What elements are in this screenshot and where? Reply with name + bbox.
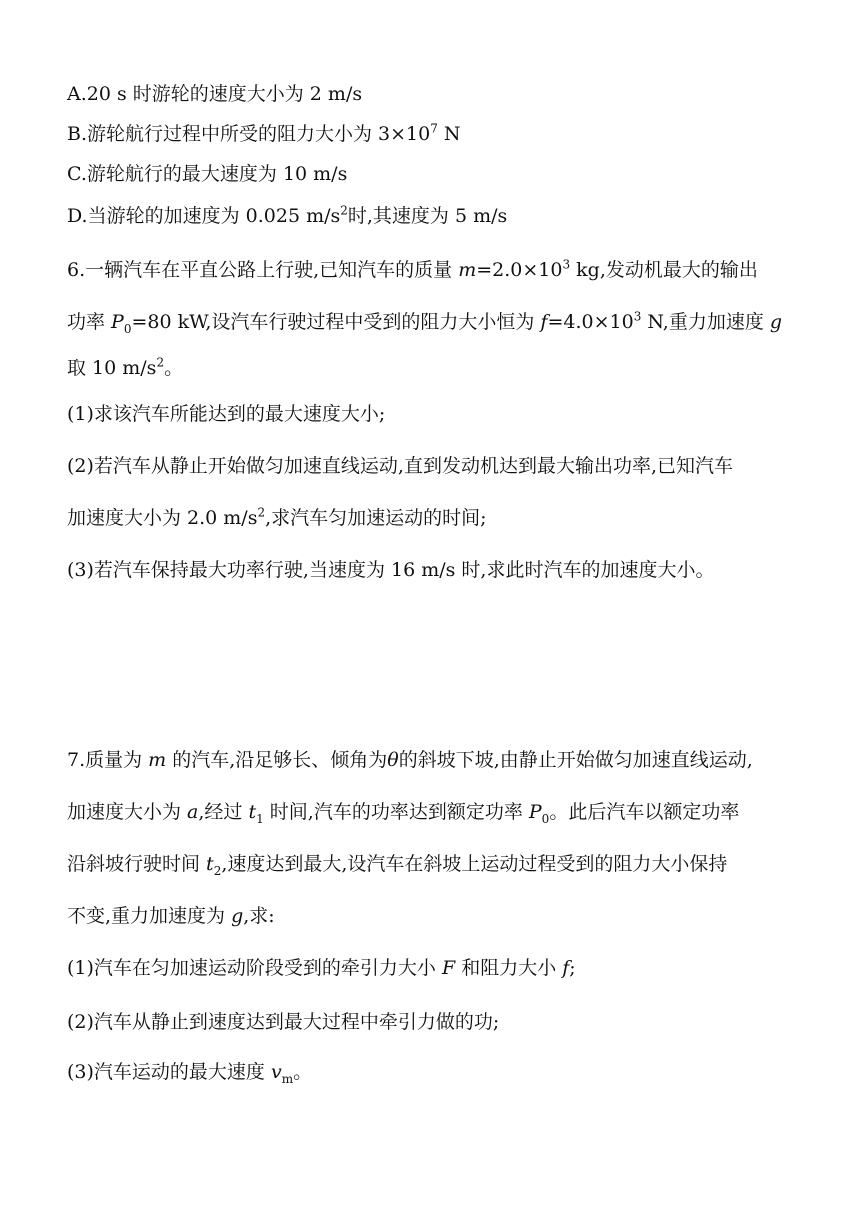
question-7-part-2: (2)汽车从静止到速度达到最大过程中牵引力做的功; [67,1011,500,1033]
question-7-part-3: (3)汽车运动的最大速度 $v_m$。 [67,1061,313,1086]
question-7-stem-line-1: 7.质量为 m 的汽车,沿足够长、倾角为θ的斜坡下坡,由静止开始做匀加速直线运动, [67,749,753,771]
question-6-part-1: (1)求该汽车所能达到的最大速度大小; [67,403,386,425]
question-6-stem-line-3: 取 10 $m/s^2$。 [67,355,184,379]
question-6-part-2-line-2: 加速度大小为 2.0 $m/s^2$,求汽车匀加速运动的时间; [67,505,487,529]
option-a: A.20 s 时游轮的速度大小为 2 m/s [67,83,363,105]
option-b: B.游轮航行过程中所受的阻力大小为 $3\times 10^7$ N [67,121,461,145]
question-6-part-3: (3)若汽车保持最大功率行驶,当速度为 16 m/s 时,求此时汽车的加速度大小。 [67,559,715,581]
question-7-stem-line-2: 加速度大小为 a,经过 $t_1$ 时间,汽车的功率达到额定功率 $P_0$。此后汽车以额定功率 [67,801,740,826]
question-7-stem-line-3: 沿斜坡行驶时间 $t_2$,速度达到最大,设汽车在斜坡上运动过程受到的阻力大小保持 [67,853,728,878]
question-7-stem-line-4: 不变,重力加速度为 g,求: [67,905,275,927]
question-7-part-1: (1)汽车在匀加速运动阶段受到的牵引力大小 F 和阻力大小 f; [67,957,576,979]
question-6-stem-line-2: 功率 $P_0=80$ kW,设汽车行驶过程中受到的阻力大小恒为 $f=4.0\times 10^3$ N,重力加速度 g [67,309,783,336]
option-d: D.当游轮的加速度为 0.025 $m/s^2$时,其速度为 5 m/s [67,203,508,227]
question-6-stem-line-1: 6.一辆汽车在平直公路上行驶,已知汽车的质量 $m=2.0\times 10^3$ kg,发动机最大的输出 [67,257,758,281]
question-6-part-2-line-1: (2)若汽车从静止开始做匀加速直线运动,直到发动机达到最大输出功率,已知汽车 [67,455,733,477]
option-c: C.游轮航行的最大速度为 10 m/s [67,163,348,185]
